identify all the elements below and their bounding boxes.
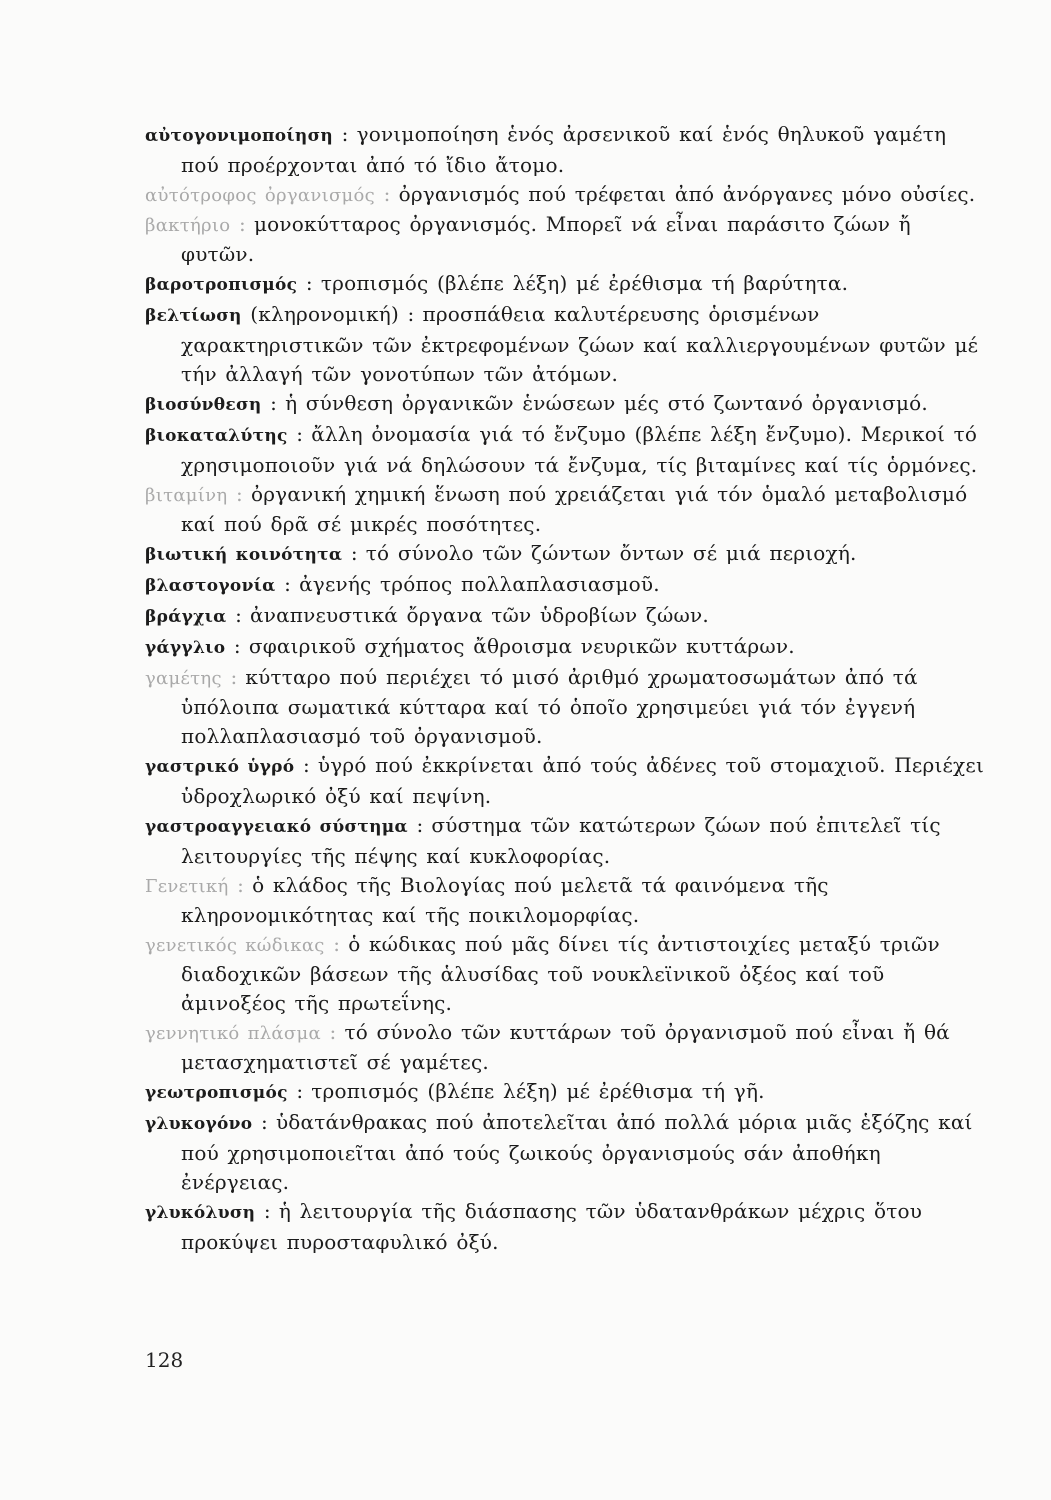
entry-separator: : <box>284 572 292 596</box>
entry-separator: : <box>383 182 391 206</box>
entry-separator: : <box>236 482 243 506</box>
entry-definition: ἀναπνευστικά ὄργανα τῶν ὑδροβίων ζώων. <box>250 603 709 627</box>
entry-term: βράγχια <box>145 607 227 627</box>
entry-definition: ὑδατάνθρακας πού ἀποτελεῖται ἀπό πολλά μόρια μιᾶς ἑξόζης καί πού χρησιμοποιεῖται ἀπό τούς ζωικούς ὀργανισμούς σάν ἀποθήκη ἐνέργειας. <box>181 1110 973 1194</box>
entry-term: βακτήριο <box>145 215 231 236</box>
glossary-entry <box>145 210 990 269</box>
glossary-entry <box>145 120 990 180</box>
entry-definition: τό σύνολο τῶν κυττάρων τοῦ ὀργανισμοῦ πού εἶναι ἤ θά μετασχηματιστεῖ σέ γαμέτες. <box>181 1020 950 1074</box>
entry-term: βιοκαταλύτης <box>145 426 288 446</box>
glossary-list <box>145 120 990 1257</box>
entry-term: βελτίωση <box>145 306 242 326</box>
entry-definition: μονοκύτταρος ὀργανισμός. Μπορεῖ νά εἶναι παράσιτο ζώων ἤ φυτῶν. <box>181 212 911 266</box>
glossary-entry <box>145 1108 990 1197</box>
entry-term: βιταμίνη <box>145 485 228 506</box>
entry-term: γαστρικό ὑγρό <box>145 757 295 777</box>
entry-definition: κύτταρο πού περιέχει τό μισό ἀριθμό χρωματοσωμάτων ἀπό τά ὑπόλοιπα σωματικά κύτταρα καί τό ὁποῖο χρησιμεύει γιά τόν ἐγγενή πολλαπλασιασμό τοῦ ὀργανισμοῦ. <box>181 665 918 748</box>
entry-separator: : <box>260 1110 268 1134</box>
entry-term: γλυκόλυση <box>145 1203 256 1223</box>
entry-separator: : <box>239 212 246 236</box>
glossary-entry <box>145 480 990 539</box>
entry-separator: : <box>230 665 238 689</box>
entry-term: γάγγλιο <box>145 638 226 658</box>
entry-definition: ὁ κλάδος τῆς Βιολογίας πού μελετᾶ τά φαινόμενα τῆς κληρονομικότητας καί τῆς ποικιλομορφίας. <box>181 873 829 927</box>
glossary-entry <box>145 1197 990 1257</box>
entry-term: γενετικός κώδικας <box>145 935 325 956</box>
entry-definition: ὀργανική χημική ἕνωση πού χρειάζεται γιά τόν ὁμαλό μεταβολισμό καί πού δρᾶ σέ μικρές ποσότητες. <box>181 482 968 536</box>
glossary-entry <box>145 663 990 751</box>
entry-separator: : <box>341 122 349 146</box>
entry-definition: προσπάθεια καλυτέρευσης ὁρισμένων χαρακτηριστικῶν τῶν ἐκτρεφομένων ζώων καί καλλιεργουμένων φυτῶν μέ τήν ἀλλαγή τῶν γονοτύπων τῶν ἀτόμων. <box>181 302 979 386</box>
entry-separator: : <box>237 873 245 897</box>
entry-definition: τροπισμός (βλέπε λέξη) μέ ἐρέθισμα τή βαρύτητα. <box>320 271 849 295</box>
entry-definition: ἄλλη ὀνομασία γιά τό ἔνζυμο (βλέπε λέξη ἔνζυμο). Μερικοί τό χρησιμοποιοῦν γιά νά δηλώσουν τά ἔνζυμα, τίς βιταμίνες καί τίς ὁρμόνες. <box>181 422 978 477</box>
entry-term: γλυκογόνο <box>145 1114 253 1134</box>
glossary-entry <box>145 570 990 601</box>
entry-separator: : <box>305 271 313 295</box>
entry-definition: σφαιρικοῦ σχήματος ἄθροισμα νευρικῶν κυττάρων. <box>248 634 795 658</box>
entry-term: Γενετική <box>145 876 229 897</box>
entry-definition: ἡ σύνθεση ὀργανικῶν ἑνώσεων μές στό ζωντανό ὀργανισμό. <box>285 391 928 415</box>
glossary-entry <box>145 751 990 811</box>
entry-separator: : <box>302 753 310 777</box>
glossary-entry <box>145 420 990 480</box>
glossary-entry <box>145 811 990 871</box>
entry-separator: : <box>329 1020 337 1044</box>
entry-term: βαροτροπισμός <box>145 275 298 295</box>
glossary-entry <box>145 871 990 930</box>
entry-term: γεωτροπισμός <box>145 1083 288 1103</box>
entry-separator: : <box>416 813 424 837</box>
page-number: 128 <box>145 1348 184 1372</box>
entry-separator: : <box>333 932 341 956</box>
entry-definition: ὀργανισμός πού τρέφεται ἀπό ἀνόργανες μόνο οὐσίες. <box>398 182 976 206</box>
entry-definition: τό σύνολο τῶν ζώντων ὄντων σέ μιά περιοχή. <box>365 541 857 565</box>
entry-definition: ἡ λειτουργία τῆς διάσπασης τῶν ὑδατανθράκων μέχρις ὅτου προκύψει πυροσταφυλικό ὀξύ. <box>181 1199 923 1254</box>
entry-term: βιωτική κοινότητα <box>145 545 343 565</box>
glossary-entry <box>145 300 990 389</box>
entry-definition: τροπισμός (βλέπε λέξη) μέ ἐρέθισμα τή γῆ. <box>311 1079 765 1103</box>
entry-term: γεννητικό πλάσμα <box>145 1023 321 1044</box>
entry-term: βιοσύνθεση <box>145 395 262 415</box>
glossary-entry <box>145 539 990 570</box>
entry-separator: : <box>407 302 415 326</box>
entry-separator: : <box>270 391 278 415</box>
entry-separator: : <box>350 541 358 565</box>
entry-term: αὐτότροφος ὀργανισμός <box>145 185 376 206</box>
entry-separator: : <box>233 634 241 658</box>
glossary-entry <box>145 180 990 210</box>
glossary-entry <box>145 632 990 663</box>
entry-separator: : <box>235 603 243 627</box>
glossary-entry <box>145 389 990 420</box>
entry-definition: σύστημα τῶν κατώτερων ζώων πού ἐπιτελεῖ τίς λειτουργίες τῆς πέψης καί κυκλοφορίας. <box>181 813 941 868</box>
glossary-entry <box>145 269 990 300</box>
entry-definition: γονιμοποίηση ἑνός ἀρσενικοῦ καί ἑνός θηλυκοῦ γαμέτη πού προέρχονται ἀπό τό ἴδιο ἄτομο. <box>181 122 947 177</box>
entry-term: γαμέτης <box>145 668 222 689</box>
entry-term: βλαστογονία <box>145 576 276 596</box>
entry-term: γαστροαγγειακό σύστημα <box>145 817 408 837</box>
glossary-entry <box>145 1077 990 1108</box>
glossary-entry <box>145 930 990 1018</box>
entry-definition: ὑγρό πού ἐκκρίνεται ἀπό τούς ἀδένες τοῦ στομαχιοῦ. Περιέχει ὑδροχλωρικό ὀξύ καί πεψίνη. <box>181 753 984 808</box>
entry-definition: ἀγενής τρόπος πολλαπλασιασμοῦ. <box>299 572 660 596</box>
entry-definition: ὁ κώδικας πού μᾶς δίνει τίς ἀντιστοιχίες μεταξύ τριῶν διαδοχικῶν βάσεων τῆς ἁλυσίδας τοῦ νουκλεϊνικοῦ ὀξέος καί τοῦ ἀμινοξέος τῆς πρωτεΐνης. <box>181 932 940 1015</box>
entry-separator: : <box>296 1079 304 1103</box>
glossary-entry <box>145 1018 990 1077</box>
entry-separator: : <box>263 1199 271 1223</box>
entry-term: αὐτογονιμοποίηση <box>145 126 334 146</box>
entry-term-qualifier: (κληρονομική) <box>250 302 399 326</box>
entry-separator: : <box>296 422 304 446</box>
glossary-entry <box>145 601 990 632</box>
